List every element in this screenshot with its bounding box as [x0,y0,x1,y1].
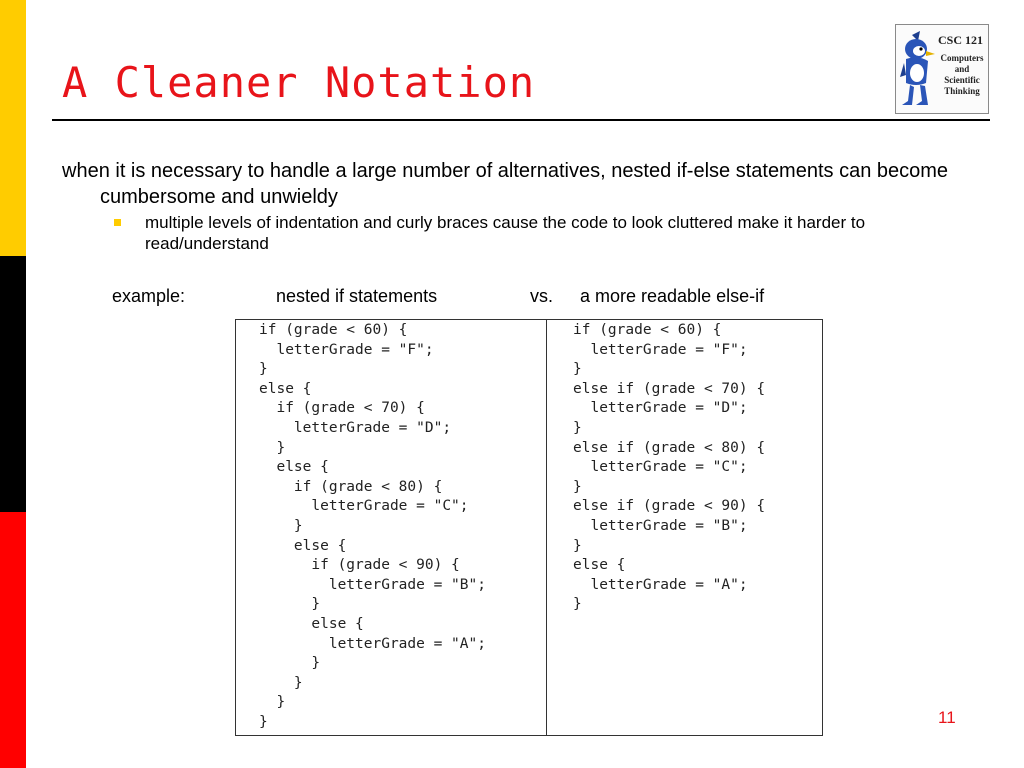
left-bar-black-segment [0,256,26,512]
nested-if-code: if (grade < 60) { letterGrade = "F"; } else { if (grade < 70) { letterGrade = "D"; } else { if (grade < 80) { letterGrade = "C"; } else { if (grade < 90) { letterGrade = "B"; } else { letterGrade = "A"; } } } } [259,322,486,730]
bluejay-mascot-icon [898,31,938,111]
code-divider [546,320,547,735]
left-bar-red-segment [0,512,26,768]
page-number: 11 [938,708,956,727]
example-label: example: [112,286,186,306]
logo-course-code: CSC 121 [938,33,984,47]
main-bullet-text: when it is necessary to handle a large number of alternatives, nested if-else statements can become cumbersome and unwieldy [62,160,949,208]
else-if-code: if (grade < 60) { letterGrade = "F"; } else if (grade < 70) { letterGrade = "D"; } else if (grade < 80) { letterGrade = "C"; } else if (grade < 90) { letterGrade = "B"; } else { letterGrade = "A"; } [573,322,766,613]
title-underline [52,119,990,121]
sub-bullet-text: multiple levels of indentation and curly braces cause the code to look cluttered make it harder to read/understand [145,213,866,253]
left-bar-yellow-segment [0,0,26,256]
bullet-square-icon [114,219,121,226]
versus-label: vs. [530,286,554,306]
else-if-heading: a more readable else-if [580,286,765,306]
course-logo [895,24,989,114]
nested-if-heading: nested if statements [276,286,438,306]
code-comparison-box [235,319,823,736]
slide-title: A Cleaner Notation [62,58,536,107]
logo-course-name: Computers and Scientific Thinking [940,53,984,96]
left-color-bar [0,0,26,768]
